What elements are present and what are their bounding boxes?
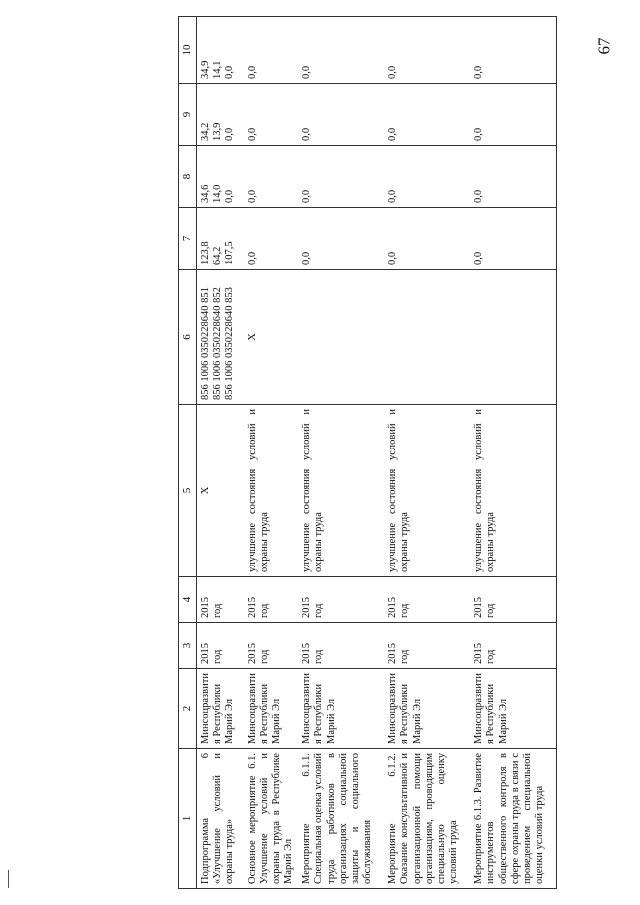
value: 14,0 [211, 184, 223, 203]
row-y2015: 0,0 [244, 208, 298, 270]
row-y2017: 0,0 [384, 84, 470, 146]
value: 123,8 [199, 241, 211, 265]
table-row [384, 17, 470, 889]
row-name: Основное мероприятие 6.1. Улучшение условий и охраны труда в Республике Марий Эл [244, 749, 298, 889]
value: 0,0 [223, 65, 235, 79]
value: 14,1 [211, 60, 223, 79]
col-header-5: 5 [179, 405, 197, 577]
row-end: 2015 год [470, 577, 556, 623]
row-y2016: 0,0 [384, 146, 470, 208]
row-result: улучшение состояния условий и охраны труда [298, 405, 384, 577]
row-y2015 [196, 208, 244, 270]
value: 0,0 [223, 127, 235, 141]
value: 0,0 [223, 189, 235, 203]
col-header-8: 8 [179, 146, 197, 208]
col-header-2: 2 [179, 669, 197, 749]
row-y2017: 0,0 [244, 84, 298, 146]
code-line: 856 1006 0350228640 851 [199, 287, 211, 400]
row-name: Подпрограмма 6 «Улучшение условий и охраны труда» [196, 749, 244, 889]
row-y2015: 0,0 [298, 208, 384, 270]
row-y2018: 0,0 [470, 17, 556, 84]
row-y2017 [196, 84, 244, 146]
row-end: 2015 год [384, 577, 470, 623]
row-start: 2015 год [384, 623, 470, 669]
col-header-3: 3 [179, 623, 197, 669]
row-executor: Минсоцразвития Республики Марий Эл [470, 669, 556, 749]
row-y2017: 0,0 [298, 84, 384, 146]
col-header-9: 9 [179, 84, 197, 146]
value: 34,9 [199, 60, 211, 79]
value: 34,2 [199, 122, 211, 141]
code-line: 856 1006 0350228640 853 [223, 287, 235, 400]
row-start: 2015 год [470, 623, 556, 669]
row-codes [470, 270, 556, 405]
col-header-7: 7 [179, 208, 197, 270]
col-header-4: 4 [179, 577, 197, 623]
row-result: улучшение состояния условий и охраны труда [384, 405, 470, 577]
col-header-6: 6 [179, 270, 197, 405]
value: 34,6 [199, 184, 211, 203]
row-y2018: 0,0 [244, 17, 298, 84]
row-executor: Минсоцразвития Республики Марий Эл [196, 669, 244, 749]
row-start: 2015 год [244, 623, 298, 669]
row-y2017: 0,0 [470, 84, 556, 146]
row-end: 2015 год [298, 577, 384, 623]
col-header-1: 1 [179, 749, 197, 889]
row-executor: Минсоцразвития Республики Марий Эл [298, 669, 384, 749]
table-row [298, 17, 384, 889]
row-result: улучшение состояния условий и охраны труда [470, 405, 556, 577]
row-codes [298, 270, 384, 405]
row-name: Мероприятие 6.1.3. Развитие инструментов общественного контроля в сфере охраны труда в связи с проведением специальной оценки условий труда [470, 749, 556, 889]
row-end: 2015 год [244, 577, 298, 623]
page-number: 67 [594, 37, 614, 55]
row-result: улучшение состояния условий и охраны труда [244, 405, 298, 577]
row-y2016: 0,0 [244, 146, 298, 208]
row-y2018: 0,0 [298, 17, 384, 84]
row-start: 2015 год [298, 623, 384, 669]
row-start: 2015 год [196, 623, 244, 669]
row-name: Мероприятие 6.1.2. Оказание консультативной и организационной помощи организациям, проводящим специальную оценку условий труда [384, 749, 470, 889]
row-codes: Х [244, 270, 298, 405]
row-codes [384, 270, 470, 405]
row-codes [196, 270, 244, 405]
row-result: Х [196, 405, 244, 577]
row-end: 2015 год [196, 577, 244, 623]
table-row [470, 17, 556, 889]
table-row [196, 17, 244, 889]
table-row [244, 17, 298, 889]
row-y2015: 0,0 [384, 208, 470, 270]
row-executor: Минсоцразвития Республики Марий Эл [384, 669, 470, 749]
row-y2016: 0,0 [470, 146, 556, 208]
col-header-10: 10 [179, 17, 197, 84]
column-number-row [179, 17, 197, 889]
row-executor: Минсоцразвития Республики Марий Эл [244, 669, 298, 749]
row-y2018: 0,0 [384, 17, 470, 84]
row-y2018 [196, 17, 244, 84]
row-name: Мероприятие 6.1.1. Специальная оценка условий труда работников в организациях социальной защиты и социального обслуживания [298, 749, 384, 889]
program-table [178, 16, 557, 889]
value: 13,9 [211, 122, 223, 141]
value: 107,5 [223, 241, 235, 265]
row-y2016 [196, 146, 244, 208]
row-y2016: 0,0 [298, 146, 384, 208]
code-line: 856 1006 0350228640 852 [211, 287, 223, 400]
value: 64,2 [211, 246, 223, 265]
row-y2015: 0,0 [470, 208, 556, 270]
